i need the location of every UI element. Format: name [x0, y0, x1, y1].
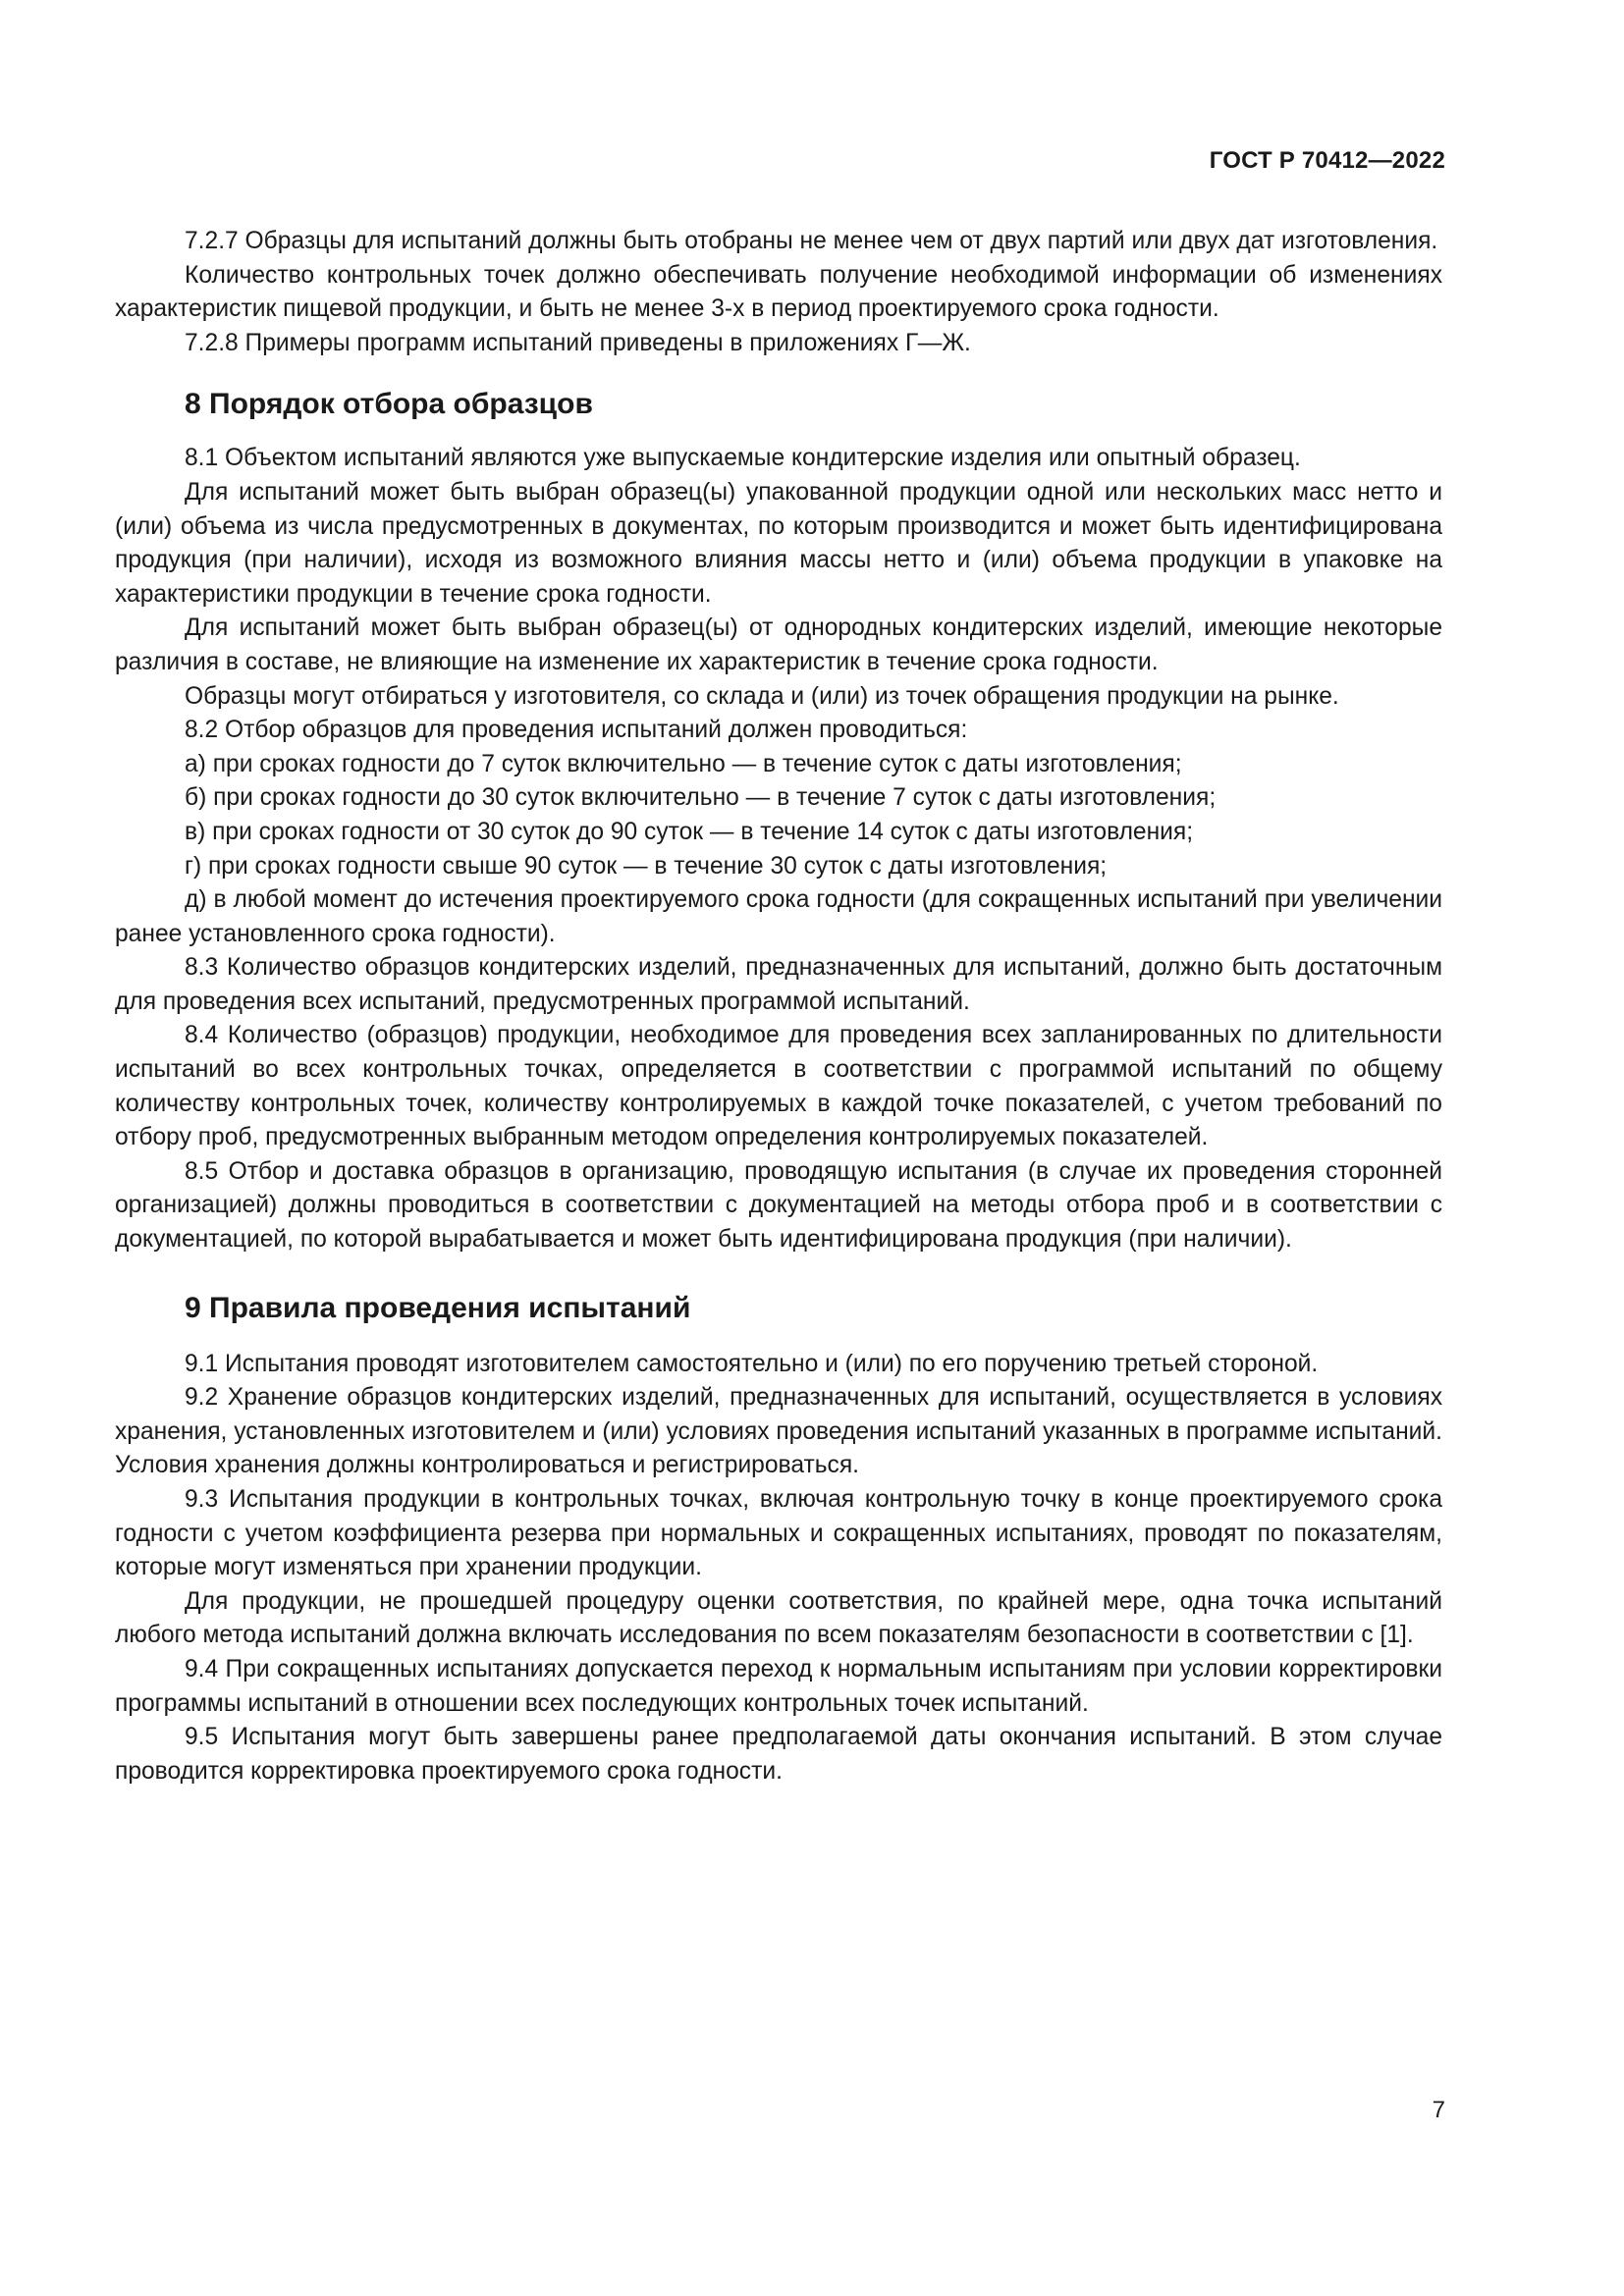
list-item: б) при сроках годности до 30 суток включительно — в течение 7 суток с даты изготовления; [185, 784, 1217, 812]
paragraph: 8.5 Отбор и доставка образцов в организацию, проводящую испытания (в случае их проведения сторонней организацией) должны проводиться в соответствии с документацией на методы отбора проб и в соответствии с документацией, по которой вырабатывается и может быть идентифицирована продукция (при наличии). [115, 1157, 1442, 1254]
section-9-heading: 9 Правила проведения испытаний [185, 1291, 691, 1324]
paragraph: 8.3 Количество образцов кондитерских изделий, предназначенных для испытаний, должно быть достаточным для проведения всех испытаний, предусмотренных программой испытаний. [115, 954, 1442, 1015]
list-item: г) при сроках годности свыше 90 суток — в течение 30 суток с даты изготовления; [185, 852, 1108, 880]
paragraph: Для продукции, не прошедшей процедуру оценки соответствия, по крайней мере, одна точка испытаний любого метода испытаний должна включать исследования по всем показателям безопасности в соответствии с [1]. [115, 1587, 1442, 1649]
paragraph: Количество контрольных точек должно обеспечивать получение необходимой информации об изменениях характеристик пищевой продукции, и быть не менее 3-х в период проектируемого срока годности. [115, 261, 1442, 323]
paragraph: 8.2 Отбор образцов для проведения испытаний должен проводиться: [185, 717, 968, 744]
paragraph: 8.4 Количество (образцов) продукции, необходимое для проведения всех запланированных по длительности испытаний во всех контрольных точках, определяется в соответствии с программой испытаний по общему количеству контрольных точек, количеству контролируемых в каждой точке показателей, с учетом требований по отбору проб, предусмотренных выбранным методом определения контролируемых показателей. [115, 1022, 1442, 1151]
paragraph: 7.2.7 Образцы для испытаний должны быть отобраны не менее чем от двух партий или двух дат изготовления. [185, 228, 1438, 254]
list-item: а) при сроках годности до 7 суток включительно — в течение суток с даты изготовления; [185, 750, 1182, 777]
paragraph: 9.2 Хранение образцов кондитерских изделий, предназначенных для испытаний, осуществляется в условиях хранения, установленных изготовителем и (или) условиях проведения испытаний указанных в программе испытаний. Условия хранения должны контролироваться и регистрироваться. [115, 1384, 1442, 1479]
paragraph: 9.5 Испытания могут быть завершены ранее предполагаемой даты окончания испытаний. В этом случае проводится корректировка проектируемого срока годности. [115, 1724, 1442, 1785]
list-item: д) в любой момент до истечения проектируемого срока годности (для сокращенных испытаний при увеличении ранее установленного срока годности). [115, 886, 1442, 947]
paragraph: Образцы могут отбираться у изготовителя, со склада и (или) из точек обращения продукции на рынке. [185, 682, 1339, 710]
paragraph: 9.3 Испытания продукции в контрольных точках, включая контрольную точку в конце проектируемого срока годности с учетом коэффициента резерва при нормальных и сокращенных испытаниях, проводят по показателям, которые могут изменяться при хранении продукции. [115, 1486, 1442, 1581]
page-number: 7 [1432, 2097, 1445, 2123]
paragraph: 9.1 Испытания проводят изготовителем самостоятельно и (или) по его поручению третьей стороной. [185, 1350, 1319, 1377]
paragraph: 9.4 При сокращенных испытаниях допускается переход к нормальным испытаниям при условии корректировки программы испытаний в отношении всех последующих контрольных точек испытаний. [115, 1655, 1442, 1717]
list-item: в) при сроках годности от 30 суток до 90 суток — в течение 14 суток с даты изготовления; [185, 818, 1194, 845]
paragraph: Для испытаний может быть выбран образец(ы) от однородных кондитерских изделий, имеющие некоторые различия в составе, не влияющие на изменение их характеристик в течение срока годности. [115, 614, 1442, 675]
paragraph: 7.2.8 Примеры программ испытаний приведены в приложениях Г—Ж. [185, 329, 971, 356]
paragraph: Для испытаний может быть выбран образец(ы) упакованной продукции одной или нескольких масс нетто и (или) объема из числа предусмотренных в документах, по которым производится и может быть идентифицирована продукция (при наличии), исходя из возможного влияния массы нетто и (или) объема продукции в упаковке на характеристики продукции в течение срока годности. [115, 478, 1442, 608]
paragraph: 8.1 Объектом испытаний являются уже выпускаемые кондитерские изделия или опытный образец. [185, 445, 1301, 472]
document-code: ГОСТ Р 70412—2022 [1209, 147, 1445, 174]
section-8-heading: 8 Порядок отбора образцов [185, 388, 593, 421]
document-body [115, 225, 1442, 1789]
